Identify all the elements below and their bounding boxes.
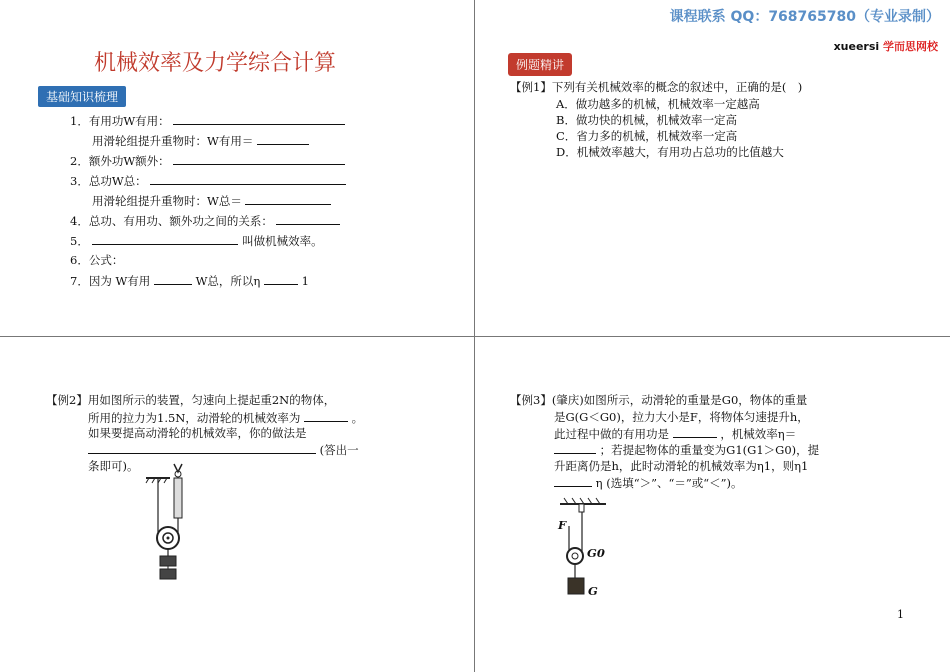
example-3-line-4 <box>554 442 819 457</box>
item-5-text: 5． <box>70 234 89 248</box>
example-2-line-2-text: 所用的拉力为1.5N，动滑轮的机械效率为 <box>88 411 301 425</box>
example-3-line-4-text: ；若提起物体的重量变为G1(G1＞G0)，提 <box>599 443 820 457</box>
item-6 <box>70 253 123 267</box>
example-2-line-4-end: (答出一 <box>319 443 359 457</box>
blank <box>554 442 596 454</box>
example-3-line-5: 升距离仍是h，此时动滑轮的机械效率为η1，则η1 <box>554 459 809 473</box>
item-2 <box>70 153 345 168</box>
example-2-line-2-end: 。 <box>351 411 364 425</box>
item-7 <box>70 273 309 288</box>
item-7-mid: W总，所以η <box>195 274 261 288</box>
example-3-line-3 <box>554 426 796 441</box>
blank <box>276 213 340 225</box>
item-4-text: 4．总功、有用功、额外功之间的关系： <box>70 214 273 228</box>
example-3-line-3-text: 此过程中做的有用功是 <box>554 427 669 441</box>
blank <box>92 233 238 245</box>
item-1-text: 1．有用功W有用： <box>70 114 170 128</box>
blank <box>257 133 309 145</box>
option-b: B．做功快的机械，机械效率一定高 <box>556 113 737 127</box>
contact-info: 课程联系 QQ：768765780（专业录制） <box>669 9 940 25</box>
panel-divider-horizontal <box>0 336 950 337</box>
blank <box>173 153 345 165</box>
example-3-line-1: 【例3】(肇庆)如图所示，动滑轮的重量是G0，物体的重量 <box>510 393 808 407</box>
item-1-sub-text: 用滑轮组提升重物时：W有用＝ <box>92 134 254 148</box>
item-2-text: 2．额外功W额外： <box>70 154 170 168</box>
brand-cn: 学而思网校 <box>883 40 938 53</box>
blank <box>173 113 345 125</box>
example-2-line-1: 【例2】用如图所示的装置，匀速向上提起重2N的物体， <box>46 393 336 407</box>
label-G0: G0 <box>587 546 605 560</box>
example-2-line-2 <box>88 410 363 425</box>
option-c: C．省力多的机械，机械效率一定高 <box>556 129 738 143</box>
section-tag-examples: 例题精讲 <box>508 53 572 76</box>
example-2-line-5: 条即可)。 <box>88 459 139 473</box>
blank <box>150 173 346 185</box>
item-3 <box>70 173 346 188</box>
blank <box>554 475 592 487</box>
example-3-line-3-b: ，机械效率η＝ <box>720 427 797 441</box>
label-G: G <box>588 584 598 598</box>
item-1-sub <box>92 133 309 148</box>
pulley-figure-example-2 <box>140 456 210 586</box>
item-3-sub-text: 用滑轮组提升重物时：W总＝ <box>92 194 242 208</box>
brand-logo <box>834 38 938 54</box>
blank <box>673 426 717 438</box>
section-tag-basics: 基础知识梳理 <box>38 86 126 107</box>
item-3-sub <box>92 193 331 208</box>
panel-divider-vertical <box>474 0 475 672</box>
example-2-line-4 <box>88 442 359 457</box>
option-d: D．机械效率越大，有用功占总功的比值越大 <box>556 145 784 159</box>
item-5 <box>70 233 323 248</box>
blank <box>304 410 348 422</box>
option-a: A．做功越多的机械，机械效率一定越高 <box>556 97 760 111</box>
label-F: F <box>558 518 567 532</box>
brand-latin: xueersi <box>833 40 880 53</box>
page-title: 机械效率及力学综合计算 <box>93 51 336 76</box>
item-4 <box>70 213 340 228</box>
example-2-line-3: 如果要提高动滑轮的机械效率，你的做法是 <box>88 426 307 440</box>
item-7-end: 1 <box>301 274 309 288</box>
item-1 <box>70 113 345 128</box>
item-3-text: 3．总功W总： <box>70 174 147 188</box>
item-7-text: 7．因为 W有用 <box>70 274 151 288</box>
blank <box>154 273 192 285</box>
blank <box>88 442 316 454</box>
example-3-line-6-text: η (选填“＞”、“＝”或“＜”)。 <box>595 476 743 490</box>
blank <box>245 193 331 205</box>
item-6-text: 6．公式： <box>70 253 124 267</box>
example-1-question: 【例1】下列有关机械效率的概念的叙述中，正确的是( ) <box>510 80 803 94</box>
example-3-line-6 <box>554 475 742 490</box>
blank <box>264 273 298 285</box>
item-5-tail: 叫做机械效率。 <box>242 234 323 248</box>
page-number: 1 <box>897 608 904 621</box>
example-3-line-2: 是G(G＜G0)，拉力大小是F，将物体匀速提升h， <box>554 410 809 424</box>
